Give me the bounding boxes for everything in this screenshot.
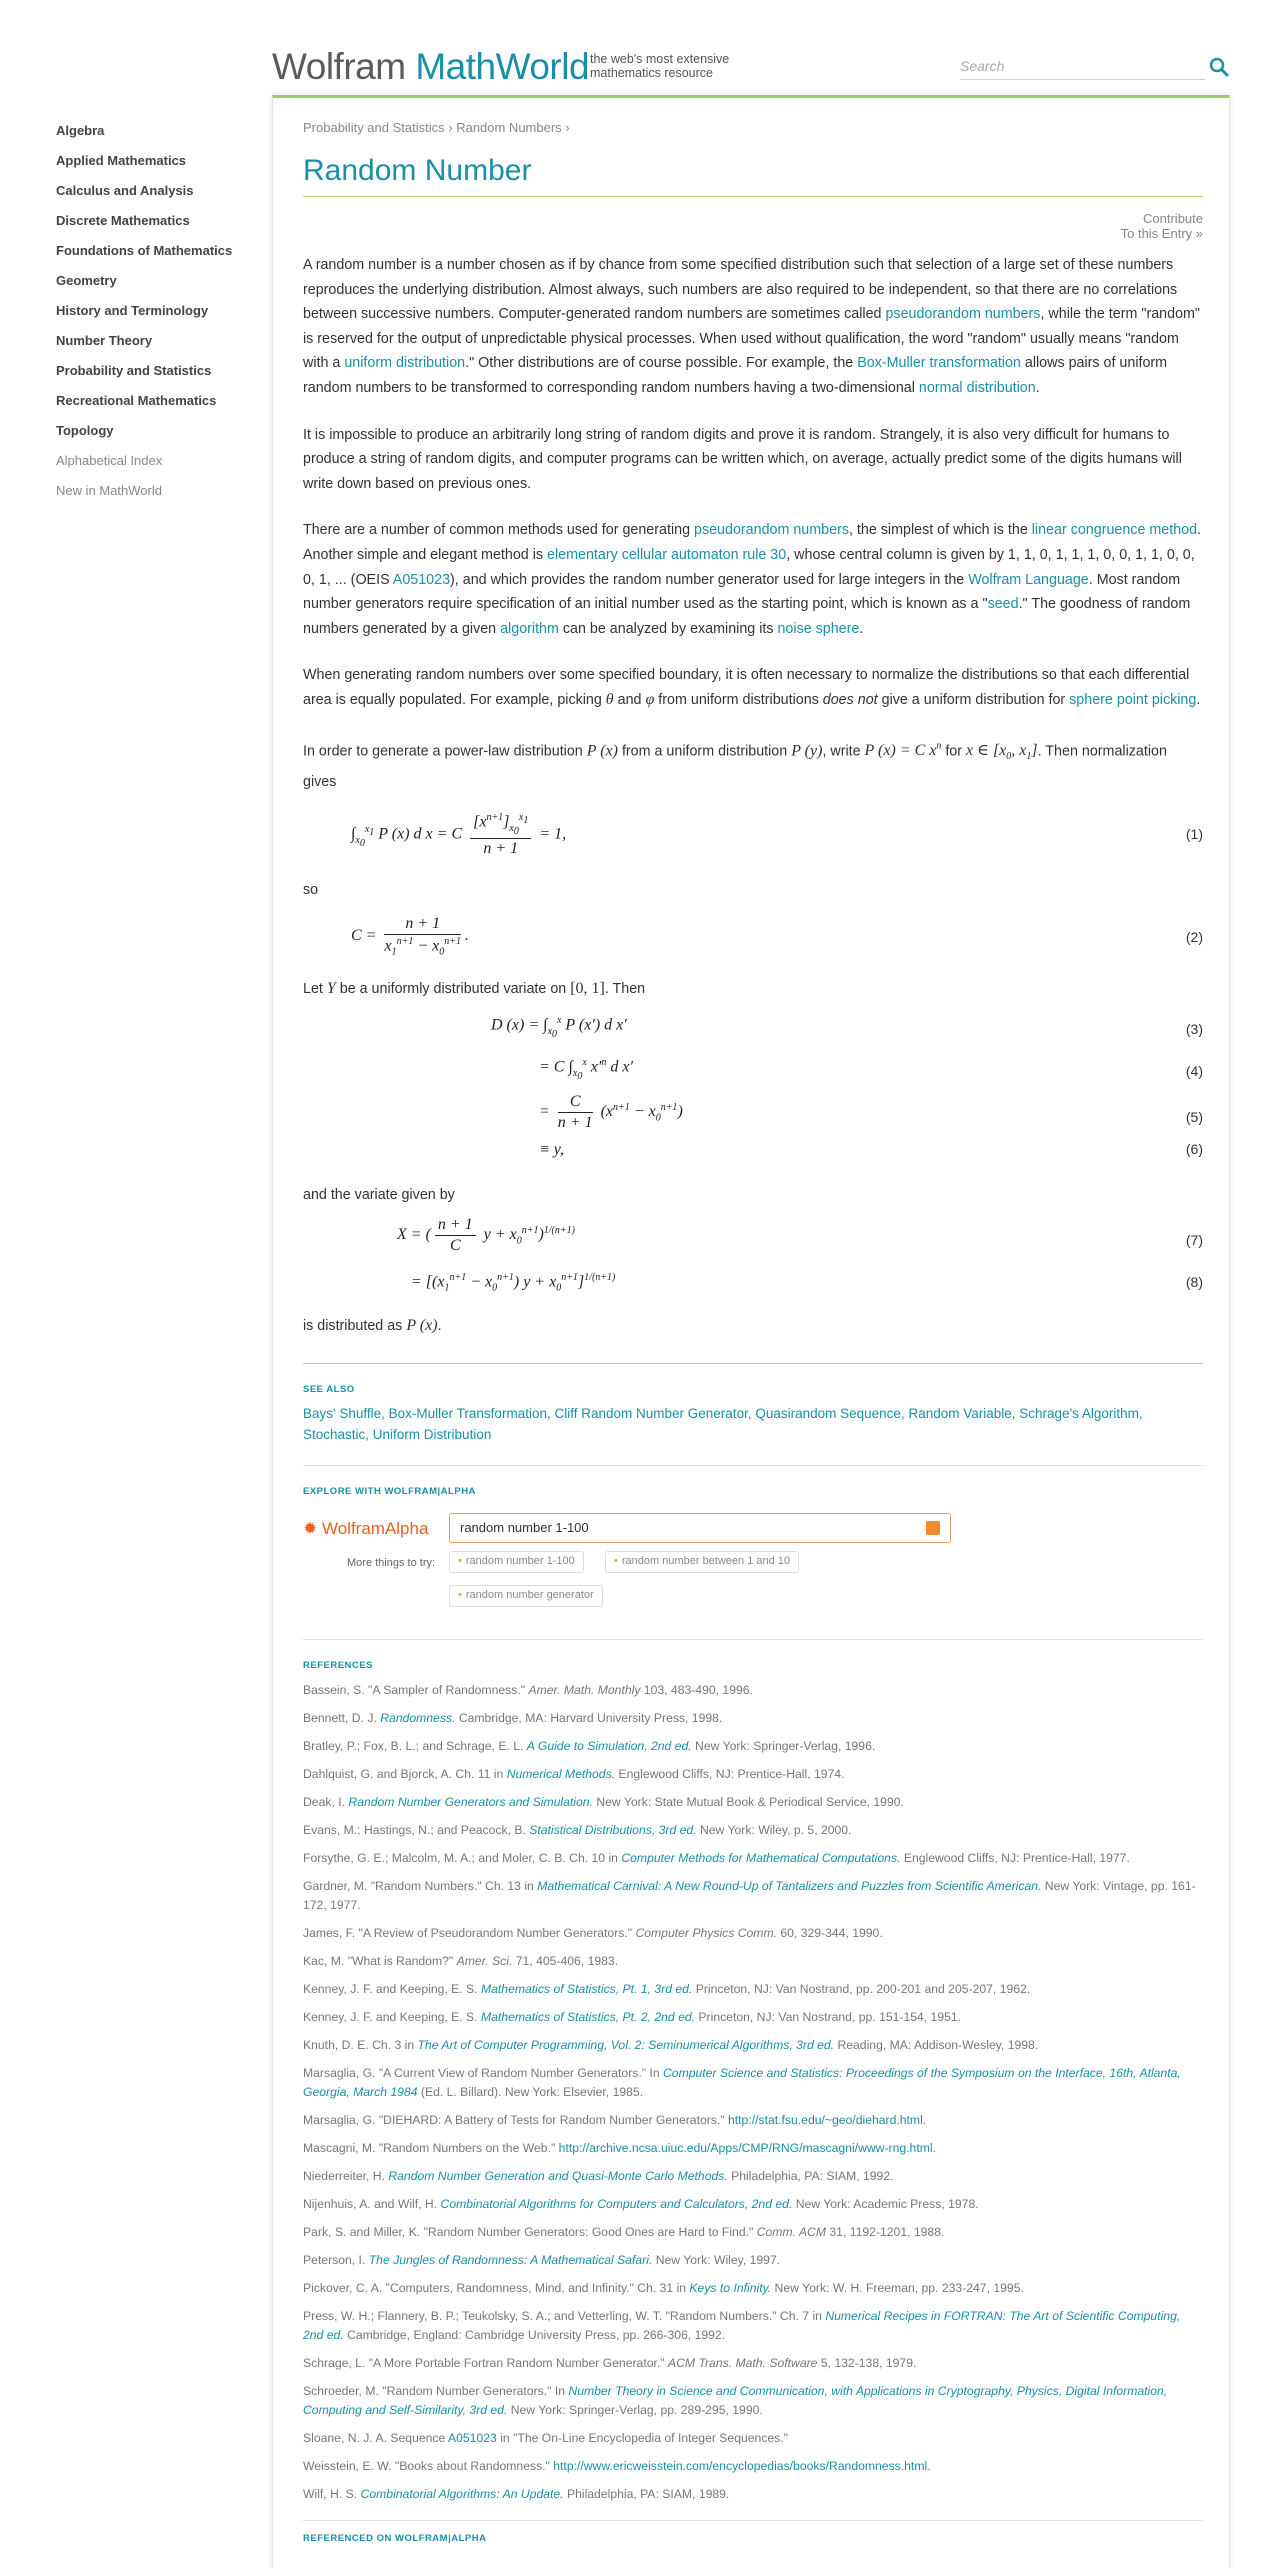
sidebar-item-algebra[interactable]: Algebra bbox=[56, 123, 105, 138]
see-also-link[interactable]: Quasirandom Sequence bbox=[755, 1405, 901, 1421]
sidebar-item-history-and-terminology[interactable]: History and Terminology bbox=[56, 303, 209, 318]
reference-item bbox=[303, 2195, 1203, 2214]
reference-text: Cambridge, England: Cambridge University Press, pp. 266-306, 1992. bbox=[343, 2327, 726, 2342]
equation-2 bbox=[303, 909, 1203, 967]
reference-text: New York: Wiley, 1997. bbox=[652, 2252, 781, 2267]
chip-dot-icon: • bbox=[458, 1554, 462, 1567]
text: ." The goodness of random numbers generated by a given bbox=[303, 596, 1191, 637]
text: , while the term "random" is reserved for the output of unpredictable physical processes. When used without qualification, the word "random" usually means "random with a bbox=[303, 306, 1201, 372]
equation-number: (2) bbox=[1185, 928, 1203, 945]
sidebar-item-discrete-mathematics[interactable]: Discrete Mathematics bbox=[56, 213, 190, 228]
reference-item bbox=[303, 1952, 1203, 1971]
text: There are a number of common methods used for generating bbox=[303, 522, 694, 539]
equation-5-body: = $\frac{C}{n + 1}$ $(x^{n+1} - x_0^{n+1})$ bbox=[539, 1093, 683, 1132]
text: When generating random numbers over some specified boundary, it is often necessary to normalize the distributions so that each differential area is equally populated. For example, picking bbox=[303, 667, 1190, 708]
sidebar-item-number-theory[interactable]: Number Theory bbox=[56, 333, 153, 348]
math-interval: [0, 1] bbox=[570, 979, 605, 997]
reference-text: James, F. "A Review of Pseudorandom Number Generators." bbox=[303, 1925, 636, 1940]
sidebar-item-applied-mathematics[interactable]: Applied Mathematics bbox=[56, 153, 187, 168]
reference-link[interactable]: A Guide to Simulation, 2nd ed. bbox=[526, 1738, 692, 1753]
reference-item bbox=[303, 1681, 1203, 1700]
text: allows pairs of uniform random numbers to be transformed to corresponding random numbers having a two-dimensional bbox=[303, 355, 1168, 396]
reference-item bbox=[303, 2429, 1203, 2448]
page-title: Random Number bbox=[303, 154, 1203, 197]
reference-link[interactable]: The Art of Computer Programming, Vol. 2: Seminumerical Algorithms, 3rd ed. bbox=[417, 2037, 835, 2052]
logo-wolfram-text: Wolfram bbox=[272, 46, 416, 87]
see-also-link[interactable]: Stochastic bbox=[303, 1426, 366, 1442]
text-variate: and the variate given by bbox=[303, 1187, 455, 1204]
try-chip-label: random number generator bbox=[465, 1588, 594, 1601]
equation-number: (6) bbox=[1185, 1141, 1203, 1158]
reference-journal: Amer. Math. Monthly bbox=[528, 1682, 641, 1697]
reference-text: Deak, I. bbox=[303, 1794, 349, 1809]
math-interval bbox=[966, 741, 1038, 763]
math-phi: φ bbox=[645, 690, 655, 708]
math-px: P (x) bbox=[586, 741, 618, 759]
reference-item bbox=[303, 1821, 1203, 1840]
sidebar-item-topology[interactable]: Topology bbox=[56, 423, 114, 438]
equation-block-x bbox=[303, 1216, 1203, 1300]
link-pseudorandom-numbers[interactable]: pseudorandom numbers bbox=[694, 522, 849, 539]
reference-link[interactable]: The Jungles of Randomness: A Mathematical Safari. bbox=[368, 2252, 653, 2267]
math-part: ] bbox=[1031, 741, 1038, 759]
reference-link[interactable]: Combinatorial Algorithms for Computers and Calculators, 2nd ed. bbox=[440, 2196, 793, 2211]
reference-text: 31, 1192-1201, 1988. bbox=[826, 2224, 945, 2239]
reference-link[interactable]: Numerical Recipes in FORTRAN: The Art of Scientific Computing, 2nd ed. bbox=[303, 2308, 1181, 2342]
reference-item bbox=[303, 1765, 1203, 1784]
sidebar-item-recreational-mathematics[interactable]: Recreational Mathematics bbox=[56, 393, 217, 408]
reference-text: Pickover, C. A. "Computers, Randomness, Mind, and Infinity." Ch. 31 in bbox=[303, 2280, 690, 2295]
reference-text: Kac, M. "What is Random?" bbox=[303, 1953, 457, 1968]
reference-text: . bbox=[922, 2112, 927, 2127]
search-input[interactable]: Search bbox=[960, 58, 1205, 80]
site-tagline: the web's most extensive mathematics resource bbox=[590, 52, 730, 80]
text: ." Other distributions are of course possible. For example, the bbox=[465, 355, 858, 372]
section-divider bbox=[303, 1639, 1203, 1640]
see-also-link[interactable]: Cliff Random Number Generator bbox=[554, 1405, 748, 1421]
reference-item bbox=[303, 2008, 1203, 2027]
reference-text: Marsaglia, G. "A Current View of Random Number Generators." In bbox=[303, 2065, 663, 2080]
reference-text: Kenney, J. F. and Keeping, E. S. bbox=[303, 1981, 481, 1996]
reference-text: Princeton, NJ: Van Nostrand, pp. 200-201 and 205-207, 1962. bbox=[692, 1981, 1031, 1996]
reference-text: (Ed. L. Billard). New York: Elsevier, 1985. bbox=[417, 2084, 644, 2099]
reference-item bbox=[303, 1709, 1203, 1728]
equation-3-body: D $(x) = \int_{x_0}^x$ P (x′) d x′ bbox=[491, 1015, 627, 1040]
reference-item bbox=[303, 1849, 1203, 1868]
reference-item bbox=[303, 2064, 1203, 2102]
math-part: x ∈ [x bbox=[966, 741, 1007, 759]
math-part: , x bbox=[1011, 741, 1027, 759]
references-list bbox=[303, 1681, 1203, 2504]
reference-text: New York: Wiley, p. 5, 2000. bbox=[696, 1822, 852, 1837]
equation-number: (7) bbox=[1185, 1231, 1203, 1248]
equation-7-body: X = ( $\frac{n + 1}{C}$ $y + x_0^{n+1})^{1/(n+1)}$ bbox=[397, 1215, 575, 1254]
equation-number: (4) bbox=[1185, 1063, 1203, 1080]
reference-text: Cambridge, MA: Harvard University Press, 1998. bbox=[455, 1710, 723, 1725]
math-px: P (x) bbox=[406, 1316, 438, 1334]
link-rule-30[interactable]: elementary cellular automaton rule 30 bbox=[547, 546, 787, 563]
link-wolfram-language[interactable]: Wolfram Language bbox=[968, 571, 1089, 588]
sidebar bbox=[56, 116, 266, 506]
text: . bbox=[859, 620, 864, 637]
reference-link[interactable]: http://stat.fsu.edu/~geo/diehard.html bbox=[728, 2112, 923, 2127]
reference-item bbox=[303, 2307, 1203, 2345]
reference-text: Weisstein, E. W. "Books about Randomness." bbox=[303, 2458, 554, 2473]
equation-8-body: = $[(x_1^{n+1} - x_0^{n+1}) y + x_0^{n+1}]^{1/(n+1)}$ bbox=[411, 1271, 616, 1294]
wolfram-alpha-go-icon[interactable] bbox=[926, 1521, 940, 1535]
wolfram-alpha-logo[interactable]: ✹ WolframAlpha bbox=[303, 1518, 429, 1538]
reference-text: Forsythe, G. E.; Malcolm, M. A.; and Moler, C. B. Ch. 10 in bbox=[303, 1850, 622, 1865]
reference-text: New York: Academic Press, 1978. bbox=[792, 2196, 979, 2211]
reference-item bbox=[303, 2279, 1203, 2298]
contribute-line: To this Entry » bbox=[1120, 226, 1203, 241]
text: give a uniform distribution for bbox=[877, 691, 1070, 708]
equation-1 bbox=[303, 804, 1203, 866]
wolfram-alpha-widget bbox=[303, 1519, 1203, 1629]
sidebar-item-foundations-of-mathematics[interactable]: Foundations of Mathematics bbox=[56, 243, 233, 258]
sidebar-item-geometry[interactable]: Geometry bbox=[56, 273, 117, 288]
text: . Another simple and elegant method is bbox=[303, 522, 1202, 563]
see-also-link[interactable]: Uniform Distribution bbox=[372, 1426, 492, 1442]
link-uniform-distribution[interactable]: uniform distribution bbox=[344, 355, 466, 372]
reference-text: 60, 329-344, 1990. bbox=[777, 1925, 883, 1940]
equation-2-body: C = $\frac{n + 1}{x_1^{n+1} - x_0^{n+1}}$ . bbox=[351, 914, 469, 958]
paragraph-power-law bbox=[303, 735, 1203, 795]
equation-number: (8) bbox=[1185, 1273, 1203, 1290]
try-chip-label: random number between 1 and 10 bbox=[621, 1554, 791, 1567]
link-oeis[interactable]: A051023 bbox=[392, 571, 451, 588]
try-chip[interactable] bbox=[449, 1585, 603, 1607]
reference-text: Evans, M.; Hastings, N.; and Peacock, B. bbox=[303, 1822, 530, 1837]
reference-link[interactable]: A051023 bbox=[448, 2430, 497, 2445]
math-y: Y bbox=[326, 979, 336, 997]
reference-item bbox=[303, 2036, 1203, 2055]
reference-item bbox=[303, 2139, 1203, 2158]
see-also-link[interactable]: Schrage's Algorithm bbox=[1019, 1405, 1139, 1421]
math-part: P (x) = C x bbox=[864, 741, 937, 759]
reference-text: Philadelphia, PA: SIAM, 1989. bbox=[563, 2486, 730, 2501]
reference-text: Reading, MA: Addison-Wesley, 1998. bbox=[834, 2037, 1039, 2052]
contribute-line: Contribute bbox=[1143, 211, 1203, 226]
reference-text: Bratley, P.; Fox, B. L.; and Schrage, E. L. bbox=[303, 1738, 527, 1753]
math-sub: 1 bbox=[1026, 751, 1032, 763]
reference-journal: Computer Physics Comm. bbox=[635, 1925, 777, 1940]
equation-1-body: $\int_{x_0}^{x_1}$ P (x) d x = C $\frac{[x^{n+1}]_{x_0}^{x_1}}{n + 1}$ = 1, bbox=[351, 812, 567, 857]
text: , write bbox=[822, 742, 865, 759]
math-theta: θ bbox=[605, 690, 614, 708]
wolfram-alpha-logo-text: WolframAlpha bbox=[321, 1518, 429, 1538]
reference-text: Kenney, J. F. and Keeping, E. S. bbox=[303, 2009, 481, 2024]
link-algorithm[interactable]: algorithm bbox=[500, 620, 559, 637]
reference-text: . bbox=[932, 2140, 936, 2155]
reference-link[interactable]: Mathematics of Statistics, Pt. 1, 3rd ed. bbox=[480, 1981, 693, 1996]
text: . Then normalization gives bbox=[303, 742, 1167, 790]
equation-number: (1) bbox=[1185, 826, 1203, 843]
reference-text: Bassein, S. "A Sampler of Randomness." bbox=[303, 1682, 529, 1697]
breadcrumb-item[interactable]: Probability and Statistics bbox=[303, 120, 445, 135]
wolfram-alpha-query: random number 1-100 bbox=[460, 1519, 589, 1535]
text: , whose central column is given by 1, 1, 0, 1, 1, 1, 0, 0, 1, 1, 0, 0, 0, 1, ... (OEIS bbox=[303, 546, 1195, 588]
reference-link[interactable]: Number Theory in Science and Communication, with Applications in Cryptography, Physics, Digital Information, Computing and Self-Similarity, 3rd ed. bbox=[303, 2383, 1168, 2417]
text: is distributed as bbox=[303, 1317, 407, 1334]
reference-text: Mascagni, M. "Random Numbers on the Web." bbox=[303, 2140, 559, 2155]
reference-text: New York: W. H. Freeman, pp. 233-247, 1995. bbox=[771, 2280, 1024, 2295]
reference-link[interactable]: Random Number Generators and Simulation. bbox=[348, 1794, 593, 1809]
text: be a uniformly distributed variate on bbox=[335, 980, 571, 997]
chip-dot-icon: • bbox=[614, 1554, 618, 1567]
reference-text: Sloane, N. J. A. Sequence bbox=[303, 2430, 448, 2445]
link-normal-distribution[interactable]: normal distribution bbox=[918, 379, 1036, 396]
link-linear-congruence[interactable]: linear congruence method bbox=[1031, 522, 1198, 539]
reference-link[interactable]: Keys to Infinity. bbox=[689, 2280, 772, 2295]
reference-text: Schrage, L. "A More Portable Fortran Random Number Generator." bbox=[303, 2355, 668, 2370]
reference-journal: ACM Trans. Math. Software bbox=[667, 2355, 818, 2370]
explore-heading: EXPLORE WITH WOLFRAM|ALPHA bbox=[303, 1485, 476, 1497]
text: can be analyzed by examining its bbox=[558, 620, 778, 637]
reference-link[interactable]: Computer Science and Statistics: Proceedings of the Symposium on the Interface, 16th, Atlanta, Georgia, March 1984 bbox=[303, 2065, 1181, 2099]
reference-text: Dahlquist, G. and Bjorck, A. Ch. 11 in bbox=[303, 1766, 507, 1781]
link-seed[interactable]: seed bbox=[987, 596, 1019, 613]
sidebar-item-calculus-and-analysis[interactable]: Calculus and Analysis bbox=[56, 183, 194, 198]
link-box-muller[interactable]: Box-Muller transformation bbox=[857, 355, 1021, 372]
text: Let bbox=[303, 980, 327, 997]
reference-text: New York: Vintage, pp. 161-172, 1977. bbox=[303, 1878, 1196, 1912]
reference-link[interactable]: http://www.ericweisstein.com/encyclopedias/books/Randomness.html bbox=[553, 2458, 928, 2473]
reference-text: Princeton, NJ: Van Nostrand, pp. 151-154, 1951. bbox=[695, 2009, 962, 2024]
math-exp: n bbox=[936, 740, 942, 752]
reference-link[interactable]: http://archive.ncsa.uiuc.edu/Apps/CMP/RNG/mascagni/www-rng.html bbox=[558, 2140, 933, 2155]
reference-item bbox=[303, 2223, 1203, 2242]
reference-text: Englewood Cliffs, NJ: Prentice-Hall, 1974. bbox=[615, 1766, 845, 1781]
reference-text: Park, S. and Miller, K. "Random Number Generators: Good Ones are Hard to Find." bbox=[303, 2224, 757, 2239]
text: from uniform distributions bbox=[654, 691, 823, 708]
sidebar-item-probability-and-statistics[interactable]: Probability and Statistics bbox=[56, 363, 212, 378]
try-chip-label: random number 1-100 bbox=[465, 1554, 575, 1567]
logo-mathworld-text: MathWorld bbox=[415, 46, 590, 87]
equation-4-body: = C $\int_{x_0}^x$ $x'^n$ d x′ bbox=[539, 1057, 633, 1082]
paragraph-methods bbox=[303, 518, 1203, 641]
reference-item bbox=[303, 2111, 1203, 2130]
reference-item bbox=[303, 2354, 1203, 2373]
text: . bbox=[1196, 691, 1201, 708]
contribute-link[interactable] bbox=[303, 211, 1203, 241]
reference-text: Marsaglia, G. "DIEHARD: A Battery of Tests for Random Number Generators." bbox=[303, 2112, 728, 2127]
equation-6-body: ≡ y, bbox=[539, 1141, 565, 1159]
reference-text: Knuth, D. E. Ch. 3 in bbox=[303, 2037, 418, 2052]
reference-item bbox=[303, 1924, 1203, 1943]
see-also-links: Bays' Shuffle, Box-Muller Transformation, Cliff Random Number Generator, Quasirandom Sequence, Random Variable, Schrage's Algorithm, Stochastic, Uniform Distribution bbox=[303, 1405, 1143, 1442]
section-divider bbox=[303, 1363, 1203, 1364]
reference-link[interactable]: Mathematics of Statistics, Pt. 2, 2nd ed. bbox=[480, 2009, 696, 2024]
reference-item bbox=[303, 2167, 1203, 2186]
text: ), and which provides the random number generator used for large integers in the bbox=[450, 571, 969, 588]
reference-item bbox=[303, 1793, 1203, 1812]
reference-text: Wilf, H. S. bbox=[303, 2486, 361, 2501]
sidebar-item-new-in-mathworld[interactable]: New in MathWorld bbox=[56, 483, 162, 498]
math-py: P (y) bbox=[791, 741, 823, 759]
reference-item bbox=[303, 2251, 1203, 2270]
reference-text: Niederreiter, H. bbox=[303, 2168, 389, 2183]
reference-text: Philadelphia, PA: SIAM, 1992. bbox=[727, 2168, 894, 2183]
reference-link[interactable]: Computer Methods for Mathematical Computations. bbox=[621, 1850, 901, 1865]
paragraph-intro bbox=[303, 253, 1203, 401]
reference-text: New York: Springer-Verlag, 1996. bbox=[691, 1738, 876, 1753]
reference-link[interactable]: Combinatorial Algorithms: An Update. bbox=[360, 2486, 564, 2501]
see-also-heading: SEE ALSO bbox=[303, 1383, 355, 1395]
reference-journal: Amer. Sci. bbox=[456, 1953, 513, 1968]
reference-text: Peterson, I. bbox=[303, 2252, 369, 2267]
text: from a uniform distribution bbox=[617, 742, 792, 759]
see-also-link[interactable]: Box-Muller Transformation bbox=[388, 1405, 547, 1421]
reference-item bbox=[303, 1980, 1203, 1999]
reference-text: Press, W. H.; Flannery, B. P.; Teukolsky, S. A.; and Vetterling, W. T. "Random Numbers." Ch. 7 in bbox=[303, 2308, 826, 2323]
text-so: so bbox=[303, 882, 319, 899]
reference-link[interactable]: Random Number Generation and Quasi-Monte Carlo Methods. bbox=[388, 2168, 728, 2183]
reference-text: Nijenhuis, A. and Wilf, H. bbox=[303, 2196, 441, 2211]
try-chip[interactable] bbox=[449, 1551, 584, 1573]
math-px-cxn bbox=[865, 742, 942, 759]
see-also-link[interactable]: Bays' Shuffle bbox=[303, 1405, 382, 1421]
paragraph-let bbox=[303, 977, 1203, 1002]
equation-block-d bbox=[303, 1011, 1203, 1169]
reference-text: 5, 132-138, 1979. bbox=[817, 2355, 917, 2370]
reference-item bbox=[303, 1737, 1203, 1756]
sidebar-item-alphabetical-index[interactable]: Alphabetical Index bbox=[56, 453, 163, 468]
link-noise-sphere[interactable]: noise sphere bbox=[777, 620, 860, 637]
text: for bbox=[941, 742, 966, 759]
reference-link[interactable]: Statistical Distributions, 3rd ed. bbox=[529, 1822, 697, 1837]
reference-link[interactable]: Mathematical Carnival: A New Round-Up of Tantalizers and Puzzles from Scientific American. bbox=[537, 1878, 1042, 1893]
text: . bbox=[1035, 379, 1040, 396]
reference-text: 103, 483-490, 1996. bbox=[640, 1682, 753, 1697]
equation-number: (5) bbox=[1185, 1109, 1203, 1126]
reference-text: . bbox=[927, 2458, 931, 2473]
reference-text: Gardner, M. "Random Numbers." Ch. 13 in bbox=[303, 1878, 538, 1893]
reference-item bbox=[303, 2485, 1203, 2504]
reference-journal: Comm. ACM bbox=[756, 2224, 826, 2239]
section-divider bbox=[303, 1465, 1203, 1466]
reference-text: New York: State Mutual Book & Periodical Service, 1990. bbox=[592, 1794, 904, 1809]
reference-link[interactable]: Numerical Methods. bbox=[506, 1766, 616, 1781]
math-sub: 0 bbox=[1006, 751, 1012, 763]
try-label: More things to try: bbox=[347, 1556, 436, 1569]
wolfram-alpha-input[interactable] bbox=[449, 1513, 951, 1543]
reference-item bbox=[303, 2382, 1203, 2420]
text: . bbox=[437, 1317, 442, 1334]
section-divider bbox=[303, 2520, 1203, 2521]
reference-text: New York: Springer-Verlag, pp. 289-295, 1990. bbox=[507, 2402, 763, 2417]
emphasis: does not bbox=[822, 691, 878, 708]
text: . Then bbox=[604, 980, 646, 997]
reference-text: Englewood Cliffs, NJ: Prentice-Hall, 1977. bbox=[900, 1850, 1130, 1865]
referenced-heading: REFERENCED ON WOLFRAM|ALPHA bbox=[303, 2532, 487, 2544]
site-logo[interactable] bbox=[272, 46, 589, 88]
text: , the simplest of which is the bbox=[848, 522, 1032, 539]
reference-link[interactable]: Randomness. bbox=[380, 1710, 456, 1725]
reference-text: Schroeder, M. "Random Number Generators." In bbox=[303, 2383, 569, 2398]
text: and bbox=[613, 691, 646, 708]
paragraph-distributed bbox=[303, 1314, 1203, 1339]
chip-dot-icon: • bbox=[458, 1588, 462, 1601]
references-heading: REFERENCES bbox=[303, 1659, 373, 1671]
reference-text: Bennett, D. J. bbox=[303, 1710, 381, 1725]
equation-number: (3) bbox=[1185, 1021, 1203, 1038]
link-sphere-point-picking[interactable]: sphere point picking bbox=[1069, 691, 1197, 708]
see-also-link[interactable]: Random Variable bbox=[908, 1405, 1012, 1421]
link-pseudorandom-numbers[interactable]: pseudorandom numbers bbox=[885, 306, 1041, 323]
text: In order to generate a power-law distribution bbox=[303, 742, 587, 759]
reference-item bbox=[303, 1877, 1203, 1915]
paragraph-boundary bbox=[303, 663, 1203, 712]
text: . Most random number generators require specification of an initial number used as the starting point, which is known as a " bbox=[303, 571, 1181, 613]
reference-text: in "The On-Line Encyclopedia of Integer Sequences." bbox=[496, 2430, 788, 2445]
breadcrumb-item[interactable]: Random Numbers bbox=[456, 120, 562, 135]
paragraph-impossible: It is impossible to produce an arbitrarily long string of random digits and prove it is random. Strangely, it is also very difficult for humans to produce a string of random digits, and computer programs can be written which, on average, actually predict some of the digits humans will write down based on previous ones. bbox=[303, 426, 1182, 492]
text: A random number is a number chosen as if by chance from some specified distribution such that selection of a large set of these numbers reproduces the underlying distribution. Almost always, such numbers are also required to be independent, so that there are no correlations between successive numbers. Computer-generated random numbers are sometimes called bbox=[303, 257, 1178, 323]
try-chip[interactable] bbox=[605, 1551, 799, 1573]
main-content-card bbox=[272, 95, 1230, 2568]
breadcrumb: Probability and Statistics › Random Numbers › bbox=[303, 120, 570, 135]
reference-text: 71, 405-406, 1983. bbox=[512, 1953, 619, 1968]
reference-item bbox=[303, 2457, 1203, 2476]
search-icon[interactable] bbox=[1208, 56, 1230, 78]
